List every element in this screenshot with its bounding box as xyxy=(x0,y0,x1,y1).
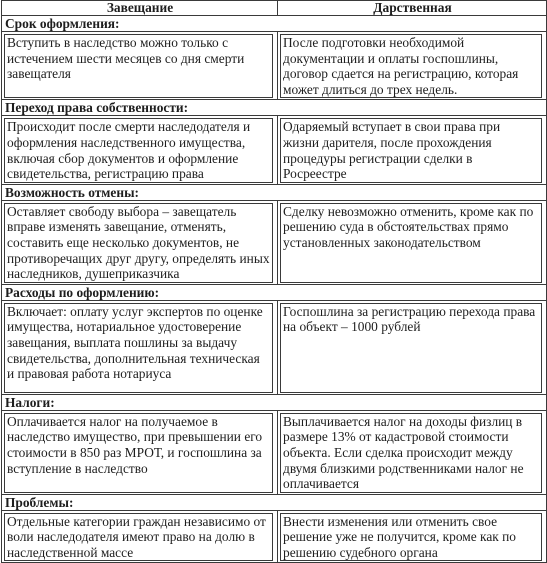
section-row-problems xyxy=(2,494,547,510)
will-cell-cancel xyxy=(2,200,278,284)
gift-text-taxes: Выплачивается налог на доходы физлиц в размере 13% от кадастровой стоимости объекта. Если сделка происходит между двумя близкими родственниками налог не оплачивается xyxy=(280,413,542,493)
section-title-ownership: Переход права собственности: xyxy=(2,100,547,116)
content-row-term xyxy=(2,32,547,100)
section-title-cancel: Возможность отмены: xyxy=(2,184,547,200)
section-row-cancel xyxy=(2,184,547,200)
content-row-costs xyxy=(2,300,547,394)
gift-text-term: После подготовки необходимой документации и оплаты госпошлины, договор сдается на регистрацию, которая может длиться до трех недель. xyxy=(280,34,542,98)
gift-cell-problems xyxy=(278,510,547,563)
will-text-cancel: Оставляет свободу выбора – завещатель вправе изменять завещание, отменять, составить еще несколько документов, не противоречащих друг другу, определять иных наследников, душеприказчика xyxy=(4,203,273,283)
will-cell-problems xyxy=(2,510,278,563)
gift-cell-taxes xyxy=(278,410,547,494)
will-text-costs: Включает: оплату услуг экспертов по оценке имущества, нотариальное удостоверение завещания, выплата пошлины за выдачу свидетельства, дополнительная техническая и правовая работа нотариуса xyxy=(4,303,273,393)
will-text-taxes: Оплачивается налог на получаемое в наследство имущество, при превышении его стоимости в 850 раз МРОТ, и госпошлина за вступление в наследство xyxy=(4,413,273,493)
section-row-costs xyxy=(2,284,547,300)
gift-cell-ownership xyxy=(278,116,547,184)
section-title-taxes: Налоги: xyxy=(2,394,547,410)
will-cell-ownership xyxy=(2,116,278,184)
header-will: Завещание xyxy=(2,1,278,16)
content-row-cancel xyxy=(2,200,547,284)
section-title-term: Срок оформления: xyxy=(2,16,547,32)
header-gift: Дарственная xyxy=(278,1,547,16)
section-title-problems: Проблемы: xyxy=(2,494,547,510)
will-cell-costs xyxy=(2,300,278,394)
gift-text-problems: Внести изменения или отменить свое решение уже не получится, кроме как по решению судебного органа xyxy=(280,513,542,562)
gift-text-costs: Госпошлина за регистрацию перехода права на объект – 1000 рублей xyxy=(280,303,542,393)
section-title-costs: Расходы по оформлению: xyxy=(2,284,547,300)
will-text-ownership: Происходит после смерти наследодателя и оформления наследственного имущества, включая сбор документов и оформление свидетельства, регистрацию права xyxy=(4,118,273,182)
will-cell-term xyxy=(2,32,278,100)
gift-cell-costs xyxy=(278,300,547,394)
content-row-problems xyxy=(2,510,547,563)
section-row-term xyxy=(2,16,547,32)
gift-cell-term xyxy=(278,32,547,100)
header-row xyxy=(2,1,547,16)
gift-text-cancel: Сделку невозможно отменить, кроме как по решению суда в обстоятельствах прямо установленных законодательством xyxy=(280,203,542,283)
content-row-taxes xyxy=(2,410,547,494)
comparison-table xyxy=(1,0,547,563)
will-text-problems: Отдельные категории граждан независимо от воли наследодателя имеют право на долю в наследственной массе xyxy=(4,513,273,562)
gift-cell-cancel xyxy=(278,200,547,284)
will-cell-taxes xyxy=(2,410,278,494)
will-text-term: Вступить в наследство можно только с истечением шести месяцев со дня смерти завещателя xyxy=(4,34,273,98)
section-row-ownership xyxy=(2,100,547,116)
section-row-taxes xyxy=(2,394,547,410)
content-row-ownership xyxy=(2,116,547,184)
gift-text-ownership: Одаряемый вступает в свои права при жизни дарителя, после прохождения процедуры регистрации сделки в Росреестре xyxy=(280,118,542,182)
